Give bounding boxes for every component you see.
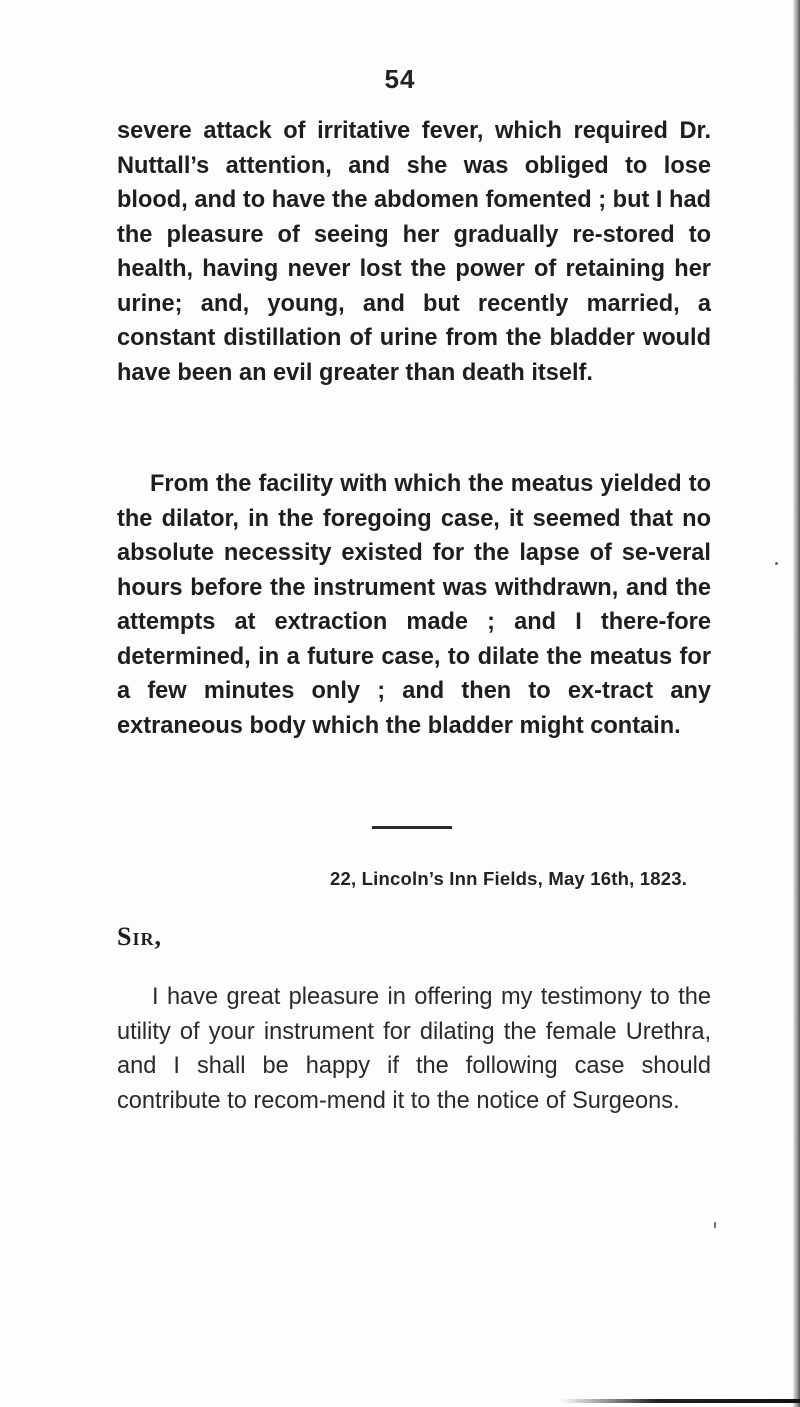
page-number: 54: [384, 64, 416, 94]
letter-body: I have great pleasure in offering my testimony to the utility of your instrument for dilating the female Urethra, and I shall be happy if the following case should contribute to recom-mend it to the notice of Surgeons.: [117, 984, 711, 1114]
paper-speck: [714, 1222, 716, 1228]
letter-dateline: 22, Lincoln’s Inn Fields, May 16th, 1823.: [330, 868, 688, 889]
letter-salutation: Sir,: [117, 922, 162, 951]
paragraph-continued: severe attack of irritative fever, which required Dr. Nuttall’s attention, and she was obliged to lose blood, and to have the abdomen fomented ; but I had the pleasure of seeing her gradually re-stored to health, having never lost the power of retaining her urine; and, young, and but recently married, a constant distillation of urine from the bladder would have been an evil greater than death itself.: [117, 118, 711, 386]
paragraph-facility: From the facility with which the meatus yielded to the dilator, in the foregoing case, it seemed that no absolute necessity existed for the lapse of se-veral hours before the instrument was withdrawn, and the attempts at extraction made ; and I there-fore determined, in a future case, to dilate the meatus for a few minutes only ; and then to ex-tract any extraneous body which the bladder might contain.: [117, 471, 711, 739]
page-edge-shadow: [793, 0, 800, 1407]
section-divider: [372, 826, 452, 829]
page-bottom-shadow: [560, 1399, 800, 1403]
paper-speck: [775, 562, 778, 565]
